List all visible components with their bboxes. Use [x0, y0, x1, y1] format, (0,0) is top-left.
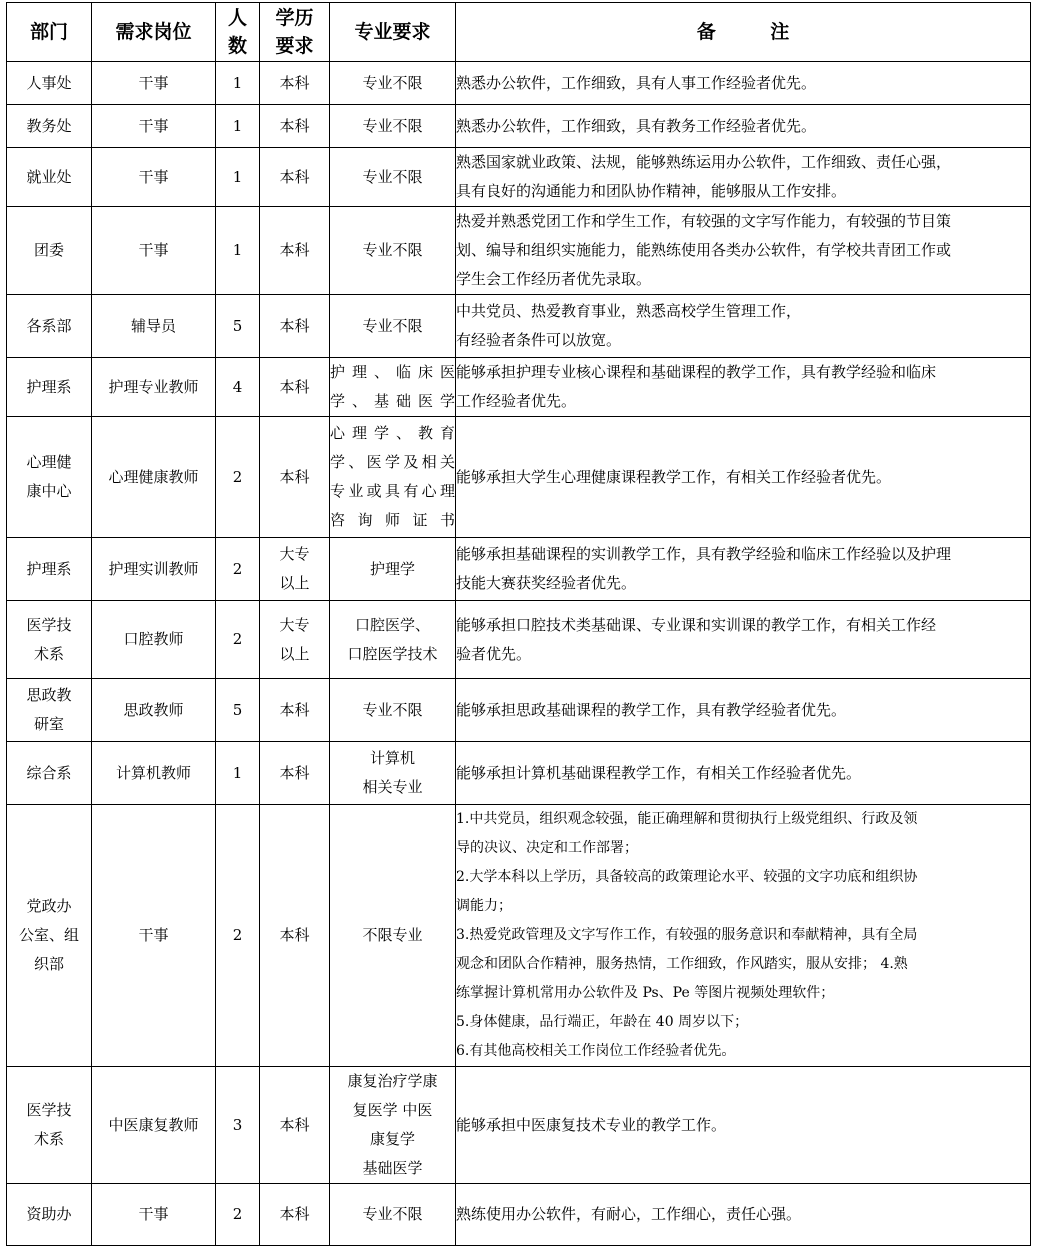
table-row	[7, 62, 1031, 105]
dept-line: 人事处	[26, 73, 72, 92]
dept-line: 心理健	[26, 453, 72, 471]
cell-remark	[456, 538, 1031, 601]
edu-line: 本科	[279, 377, 310, 396]
cell-dept	[7, 148, 92, 207]
header-row	[7, 3, 1031, 62]
cell-education	[260, 1067, 330, 1184]
cell-position: 干事	[92, 62, 216, 105]
cell-major	[330, 805, 456, 1067]
header-edu-line: 学历	[275, 7, 314, 29]
cell-education	[260, 742, 330, 805]
cell-dept	[7, 805, 92, 1067]
edu-line: 本科	[279, 1205, 310, 1223]
recruitment-table	[6, 2, 1031, 1246]
header-count-line: 人	[227, 7, 247, 29]
major-line: 复医学 中医	[352, 1101, 433, 1119]
major-line: 专业不限	[362, 116, 423, 135]
edu-line: 以上	[279, 574, 310, 592]
cell-position: 护理实训教师	[92, 538, 216, 601]
major-line: 不限专业	[362, 926, 423, 944]
cell-dept	[7, 601, 92, 679]
cell-count: 2	[216, 538, 260, 601]
cell-major	[330, 601, 456, 679]
cell-major	[330, 62, 456, 105]
cell-position: 辅导员	[92, 295, 216, 358]
cell-position: 干事	[92, 805, 216, 1067]
major-line: 计算机	[369, 749, 415, 767]
dept-line: 公室、组	[18, 926, 79, 944]
cell-major	[330, 207, 456, 295]
dept-line: 医学技	[26, 615, 72, 634]
cell-major	[330, 742, 456, 805]
table-row	[7, 207, 1031, 295]
remark-line: 2.大学本科以上学历，具备较高的政策理论水平、较强的文字功底和组织协	[456, 869, 918, 885]
remark-line: 能够承担计算机基础课程教学工作，有相关工作经验者优先。	[456, 763, 862, 782]
remark-line: 练掌握计算机常用办公软件及 Ps、Pe 等图片视频处理软件；	[456, 985, 835, 1001]
cell-position: 干事	[92, 148, 216, 207]
cell-major	[330, 148, 456, 207]
edu-line: 大专	[279, 545, 310, 563]
remark-line: 观念和团队合作精神，服务热情，工作细致，作风踏实，服从安排； 4.熟	[456, 956, 908, 972]
major-line: 专业不限	[362, 316, 423, 335]
cell-dept	[7, 1067, 92, 1184]
cell-count: 2	[216, 1184, 260, 1246]
dept-line: 资助办	[26, 1205, 72, 1223]
cell-count: 2	[216, 417, 260, 538]
dept-line: 术系	[33, 1130, 64, 1148]
cell-education	[260, 207, 330, 295]
edu-line: 大专	[279, 615, 310, 634]
cell-position: 干事	[92, 105, 216, 148]
header-major: 专业要求	[330, 3, 456, 62]
header-count-line: 数	[227, 35, 247, 57]
remark-line: 有经验者条件可以放宽。	[456, 331, 622, 349]
remark-line: 3.热爱党政管理及文字写作工作，有较强的服务意识和奉献精神，具有全局	[456, 927, 918, 943]
remark-line: 调能力；	[456, 898, 512, 914]
remark-line: 熟练使用办公软件，有耐心，工作细心，责任心强。	[456, 1205, 802, 1223]
edu-line: 本科	[279, 700, 310, 719]
dept-line: 思政教	[26, 686, 72, 704]
cell-position: 思政教师	[92, 679, 216, 742]
remark-line: 能够承担口腔技术类基础课、专业课和实训课的教学工作，有相关工作经	[456, 615, 937, 634]
edu-line: 本科	[279, 116, 310, 135]
cell-education	[260, 295, 330, 358]
major-line: 护理、临床医	[330, 363, 455, 381]
major-line: 专业或具有心理	[330, 482, 455, 500]
table-row	[7, 105, 1031, 148]
remark-line: 工作经验者优先。	[456, 392, 577, 410]
dept-line: 护理系	[26, 559, 72, 578]
remark-line: 热爱并熟悉党团工作和学生工作，有较强的文字写作能力，有较强的节目策	[456, 212, 952, 230]
edu-line: 本科	[279, 73, 310, 92]
cell-dept	[7, 105, 92, 148]
major-line: 基础医学	[362, 1159, 423, 1177]
edu-line: 本科	[279, 316, 310, 335]
cell-remark	[456, 207, 1031, 295]
remark-line: 6.有其他高校相关工作岗位工作经验者优先。	[456, 1043, 736, 1059]
major-line: 康复治疗学康	[347, 1072, 438, 1090]
cell-education	[260, 601, 330, 679]
cell-remark	[456, 148, 1031, 207]
cell-count: 1	[216, 148, 260, 207]
cell-education	[260, 148, 330, 207]
cell-count: 1	[216, 105, 260, 148]
cell-count: 5	[216, 679, 260, 742]
cell-count: 1	[216, 742, 260, 805]
remark-line: 导的决议、决定和工作部署；	[456, 840, 638, 856]
cell-major	[330, 538, 456, 601]
table-row	[7, 679, 1031, 742]
major-line: 专业不限	[362, 167, 423, 186]
cell-position: 口腔教师	[92, 601, 216, 679]
cell-major	[330, 1184, 456, 1246]
cell-count: 4	[216, 358, 260, 417]
remark-line: 5.身体健康，品行端正，年龄在 40 周岁以下；	[456, 1014, 749, 1030]
cell-remark	[456, 1067, 1031, 1184]
dept-line: 团委	[33, 241, 64, 259]
header-remark	[456, 3, 1031, 62]
remark-line: 中共党员、热爱教育事业，熟悉高校学生管理工作，	[456, 302, 802, 320]
cell-major	[330, 295, 456, 358]
major-line: 康复学	[369, 1130, 415, 1148]
dept-line: 康中心	[26, 482, 72, 500]
cell-education	[260, 1184, 330, 1246]
cell-major	[330, 679, 456, 742]
cell-position: 护理专业教师	[92, 358, 216, 417]
remark-line: 能够承担基础课程的实训教学工作，具有教学经验和临床工作经验以及护理	[456, 545, 952, 563]
remark-line: 能够承担中医康复技术专业的教学工作。	[456, 1115, 727, 1134]
cell-remark	[456, 358, 1031, 417]
cell-count: 2	[216, 601, 260, 679]
remark-line: 熟悉国家就业政策、法规，能够熟练运用办公软件，工作细致、责任心强，	[456, 153, 952, 171]
cell-remark	[456, 295, 1031, 358]
remark-line: 能够承担思政基础课程的教学工作，具有教学经验者优先。	[456, 700, 847, 719]
table-row	[7, 538, 1031, 601]
cell-education	[260, 538, 330, 601]
major-line: 心理学、教育	[330, 424, 455, 442]
dept-line: 综合系	[26, 763, 72, 782]
table-row	[7, 805, 1031, 1067]
remark-line: 验者优先。	[456, 644, 532, 663]
major-line: 口腔医学、	[354, 615, 430, 634]
dept-line: 护理系	[26, 377, 72, 396]
major-line: 护理学	[369, 559, 415, 578]
header-dept: 部门	[7, 3, 92, 62]
major-line: 学、医学及相关	[330, 453, 455, 471]
cell-count: 5	[216, 295, 260, 358]
cell-education	[260, 358, 330, 417]
dept-line: 党政办	[26, 897, 72, 915]
cell-education	[260, 105, 330, 148]
cell-position: 干事	[92, 207, 216, 295]
major-line: 学、基础医学	[330, 392, 455, 410]
cell-major	[330, 105, 456, 148]
remark-line: 能够承担护理专业核心课程和基础课程的教学工作，具有教学经验和临床	[456, 363, 937, 381]
major-line: 专业不限	[362, 700, 423, 719]
table-row	[7, 1184, 1031, 1246]
cell-position: 中医康复教师	[92, 1067, 216, 1184]
cell-dept	[7, 679, 92, 742]
cell-position: 干事	[92, 1184, 216, 1246]
table-row	[7, 417, 1031, 538]
cell-dept	[7, 538, 92, 601]
dept-line: 研室	[33, 715, 64, 733]
major-line: 专业不限	[362, 1205, 423, 1223]
table-row	[7, 742, 1031, 805]
dept-line: 术系	[33, 644, 64, 663]
cell-remark	[456, 679, 1031, 742]
edu-line: 本科	[279, 1115, 310, 1134]
remark-line: 熟悉办公软件，工作细致，具有教务工作经验者优先。	[456, 116, 817, 135]
cell-count: 1	[216, 62, 260, 105]
major-line: 咨询师证书	[330, 511, 455, 529]
remark-line: 熟悉办公软件，工作细致，具有人事工作经验者优先。	[456, 73, 817, 92]
cell-dept	[7, 742, 92, 805]
dept-line: 各系部	[26, 316, 72, 335]
header-position: 需求岗位	[92, 3, 216, 62]
cell-remark	[456, 1184, 1031, 1246]
table-row	[7, 295, 1031, 358]
cell-remark	[456, 105, 1031, 148]
header-remark-text: 备 注	[696, 21, 814, 43]
cell-dept	[7, 207, 92, 295]
cell-education	[260, 417, 330, 538]
cell-education	[260, 62, 330, 105]
remark-line: 学生会工作经历者优先录取。	[456, 270, 652, 288]
cell-education	[260, 679, 330, 742]
edu-line: 本科	[279, 467, 310, 486]
major-line: 专业不限	[362, 73, 423, 92]
cell-remark	[456, 742, 1031, 805]
dept-line: 医学技	[26, 1101, 72, 1119]
major-line: 口腔医学技术	[347, 644, 438, 663]
table-row	[7, 358, 1031, 417]
cell-count: 3	[216, 1067, 260, 1184]
table-row	[7, 601, 1031, 679]
dept-line: 就业处	[26, 167, 72, 186]
table-row	[7, 1067, 1031, 1184]
cell-position: 计算机教师	[92, 742, 216, 805]
remark-line: 技能大赛获奖经验者优先。	[456, 574, 637, 592]
cell-dept	[7, 62, 92, 105]
edu-line: 以上	[279, 644, 310, 663]
major-line: 专业不限	[362, 241, 423, 259]
remark-line: 具有良好的沟通能力和团队协作精神，能够服从工作安排。	[456, 182, 847, 200]
header-count	[216, 3, 260, 62]
cell-remark	[456, 601, 1031, 679]
cell-major	[330, 358, 456, 417]
edu-line: 本科	[279, 167, 310, 186]
cell-remark	[456, 62, 1031, 105]
table-row	[7, 148, 1031, 207]
cell-dept	[7, 295, 92, 358]
dept-line: 教务处	[26, 116, 72, 135]
cell-count: 1	[216, 207, 260, 295]
cell-position: 心理健康教师	[92, 417, 216, 538]
edu-line: 本科	[279, 926, 310, 944]
header-edu-line: 要求	[275, 35, 314, 57]
major-line: 相关专业	[362, 778, 423, 796]
cell-dept	[7, 417, 92, 538]
cell-major	[330, 1067, 456, 1184]
cell-remark	[456, 805, 1031, 1067]
cell-education	[260, 805, 330, 1067]
cell-major	[330, 417, 456, 538]
header-edu	[260, 3, 330, 62]
remark-line: 能够承担大学生心理健康课程教学工作，有相关工作经验者优先。	[456, 467, 892, 486]
remark-line: 划、编导和组织实施能力，能熟练使用各类办公软件，有学校共青团工作或	[456, 241, 952, 259]
edu-line: 本科	[279, 763, 310, 782]
cell-remark	[456, 417, 1031, 538]
cell-dept	[7, 358, 92, 417]
cell-dept	[7, 1184, 92, 1246]
cell-count: 2	[216, 805, 260, 1067]
edu-line: 本科	[279, 241, 310, 259]
remark-line: 1.中共党员，组织观念较强，能正确理解和贯彻执行上级党组织、行政及领	[456, 811, 918, 827]
dept-line: 织部	[33, 955, 64, 973]
